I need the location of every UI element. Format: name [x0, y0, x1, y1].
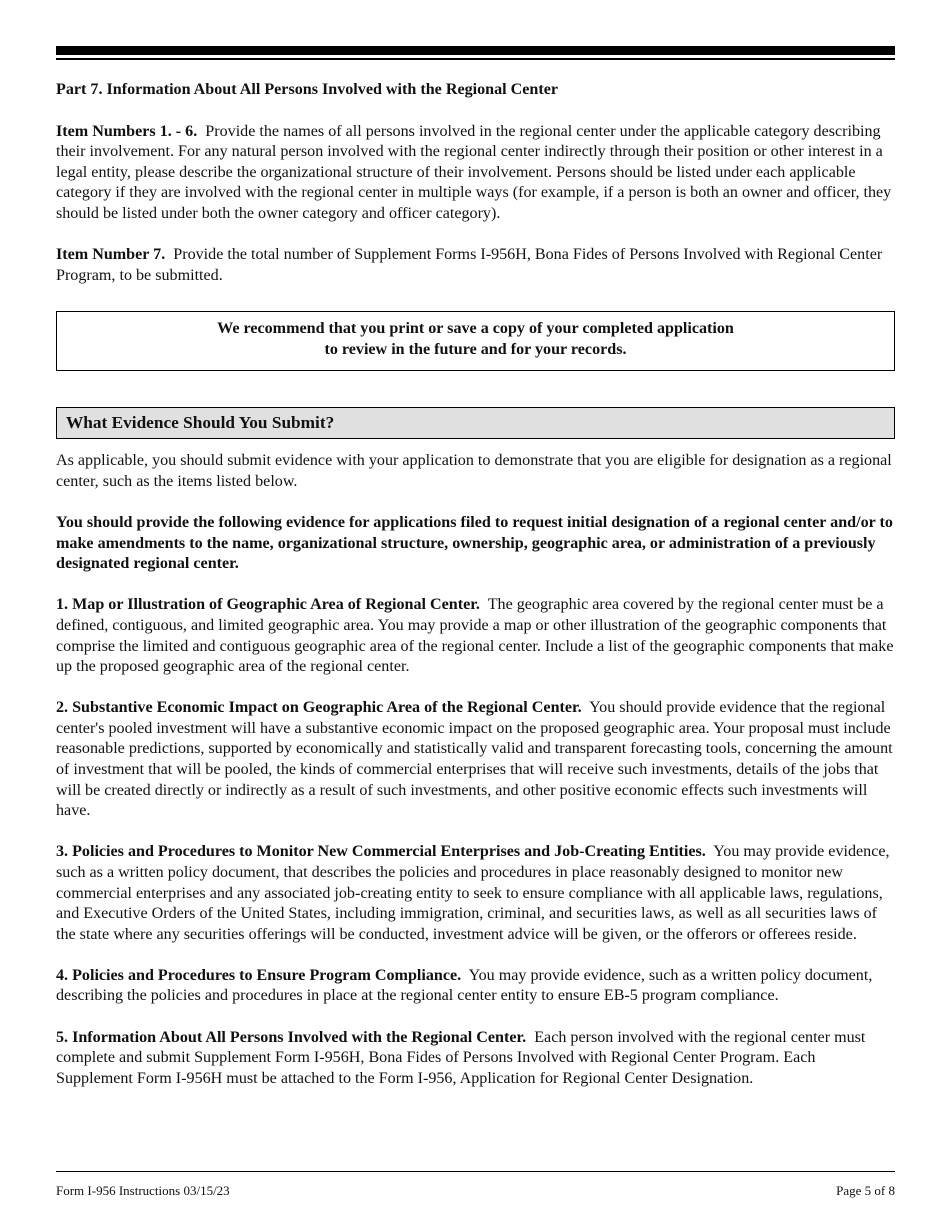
evidence-item-5-label: 5. Information About All Persons Involved with the Regional Center. [56, 1028, 527, 1046]
item-7-paragraph [56, 245, 895, 286]
item-7-text: Provide the total number of Supplement Forms I-956H, Bona Fides of Persons Involved with Regional Center Program, to be submitted. [56, 246, 883, 284]
footer-form-info: Form I-956 Instructions 03/15/23 [56, 1183, 230, 1198]
page-content [56, 80, 895, 1110]
evidence-intro: As applicable, you should submit evidence with your application to demonstrate that you are eligible for designation as a regional center, such as the items listed below. [56, 452, 892, 491]
evidence-item-5-text: Each person involved with the regional center must complete and submit Supplement Form I-956H, Bona Fides of Persons Involved with Regional Center Program. Each Supplement Form I-956H must be attached to the Form I-956, Application for Regional Center Designation. [56, 1028, 866, 1087]
footer-page-number: Page 5 of 8 [836, 1183, 895, 1198]
item-1-6-text: Provide the names of all persons involved in the regional center under the applicable category describing their involvement. For any natural person involved with the regional center indirectly through their position or other interest in a legal entity, please describe the organizational structure of their involvement. Persons should be listed under each applicable category if they are involved with the regional center in multiple ways (for example, if a person is both an owner and officer, they should be listed under both the owner category and officer category). [56, 122, 892, 222]
notice-line-1: We recommend that you print or save a copy of your completed application [217, 320, 734, 338]
evidence-item-4 [56, 966, 895, 1007]
evidence-item-3-text: You may provide evidence, such as a written policy document, that describes the policies and procedures in place reasonably designed to monitor new commercial enterprises and any associated job-creating entity to seek to ensure compliance with all applicable laws, regulations, and Executive Orders of the United States, including immigration, criminal, and securities laws, as well as all securities laws of the state where any securities offerings will be conducted, investment advice will be given, or the offerors or offerees reside. [56, 843, 890, 943]
evidence-item-1-text: The geographic area covered by the regional center must be a defined, contiguous, and limited geographic area. You may provide a map or other illustration of the geographic components that comprise the limited and contiguous geographic area of the regional center. Include a list of the geographic components that make up the proposed geographic area of the regional center. [56, 596, 894, 676]
footer-rule [56, 1171, 895, 1172]
evidence-item-5 [56, 1028, 895, 1090]
top-rule-thick [56, 46, 895, 55]
evidence-item-4-label: 4. Policies and Procedures to Ensure Program Compliance. [56, 966, 462, 984]
part7-heading: Part 7. Information About All Persons Involved with the Regional Center [56, 81, 559, 98]
evidence-item-2-label: 2. Substantive Economic Impact on Geographic Area of the Regional Center. [56, 699, 582, 717]
evidence-item-4-text: You may provide evidence, such as a written policy document, describing the policies and procedures in place at the regional center entity to ensure EB-5 program compliance. [56, 966, 873, 1005]
top-rule-thin [56, 58, 895, 60]
evidence-section-header: What Evidence Should You Submit? [56, 407, 895, 439]
evidence-item-3 [56, 842, 895, 945]
evidence-item-3-label: 3. Policies and Procedures to Monitor New Commercial Enterprises and Job-Creating Entities. [56, 843, 706, 861]
item-7-label: Item Number 7. [56, 246, 166, 264]
item-1-6-paragraph [56, 122, 895, 225]
evidence-bold-intro: You should provide the following evidence for applications filed to request initial designation of a regional center and/or to make amendments to the name, organizational structure, ownership, geographic area, or administration of a previously designated regional center. [56, 514, 893, 573]
recommendation-notice [56, 311, 895, 371]
evidence-item-1-label: 1. Map or Illustration of Geographic Area of Regional Center. [56, 596, 480, 614]
item-1-6-label: Item Numbers 1. - 6. [56, 122, 198, 140]
notice-line-2: to review in the future and for your records. [324, 340, 627, 358]
evidence-item-2-text: You should provide evidence that the regional center's pooled investment will have a substantive economic impact on the proposed geographic area. Your proposal must include reasonable predictions, supported by economically and statistically valid and transparent forecasting tools, concerning the amount of investment that will be pooled, the kinds of commercial enterprises that will receive such investments, details of the jobs that will be created directly or indirectly as a result of such investments, and other positive economic effects such investments will have. [56, 699, 893, 820]
evidence-item-2 [56, 698, 895, 822]
evidence-item-1 [56, 595, 895, 677]
